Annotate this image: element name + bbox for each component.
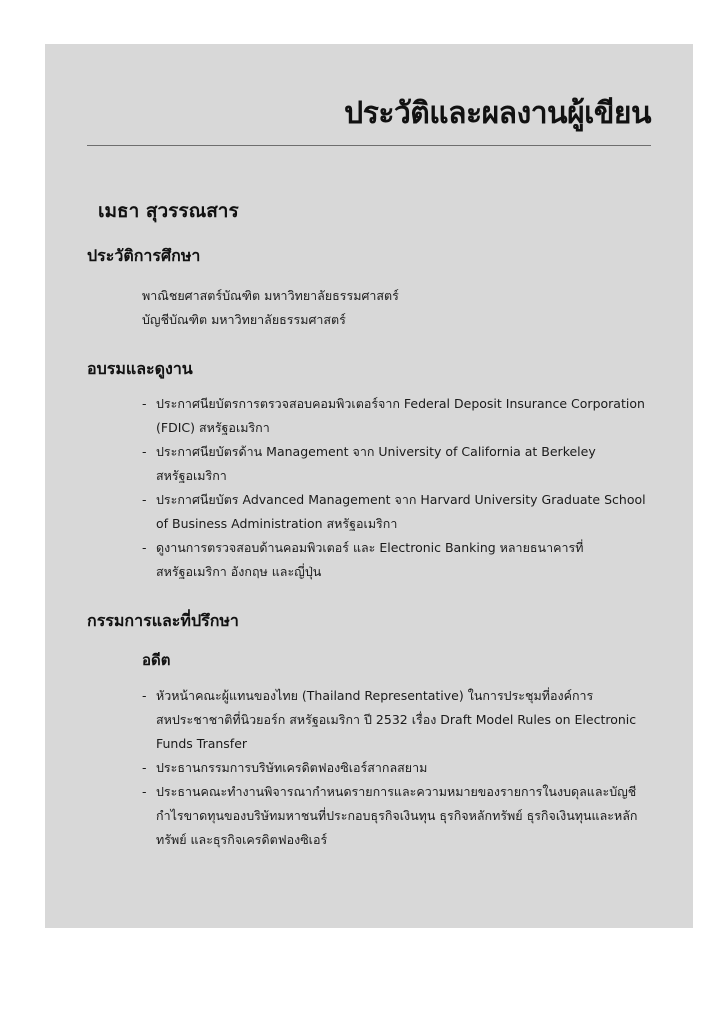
bullet-dash [142,488,147,512]
past-heading: อดีต [142,651,171,669]
training-item-text: ประกาศนียบัตร Advanced Management จาก Harvard University Graduate School of Business Administration สหรัฐอเมริกา [156,492,646,531]
author-name: เมธา สุวรรณสาร [98,200,239,222]
past-item [142,780,651,852]
past-item-text: ประธานคณะทำงานพิจารณากำหนดรายการและความหมายของรายการในงบดุลและบัญชีกำไรขาดทุนของบริษัทมหาชนที่ประกอบธุรกิจเงินทุน ธุรกิจหลักทรัพย์ ธุรกิจเงินทุนและหลักทรัพย์ และธุรกิจเครดิตฟองซิเอร์ [156,784,638,847]
bullet-dash [142,756,147,780]
past-list [142,684,651,852]
bullet-dash [142,780,147,804]
past-item [142,684,651,756]
training-item [142,440,651,488]
training-heading: อบรมและดูงาน [87,359,193,378]
title-divider [87,145,651,146]
bullet-dash [142,392,147,416]
training-item [142,488,651,536]
past-item-text: หัวหน้าคณะผู้แทนของไทย (Thailand Representative) ในการประชุมที่องค์การสหประชาชาติที่นิวยอร์ก สหรัฐอเมริกา ปี 2532 เรื่อง Draft Model Rules on Electronic Funds Transfer [156,688,637,751]
bullet-dash [142,440,147,464]
training-item [142,536,651,584]
bullet-dash [142,684,147,708]
education-item: พาณิชยศาสตร์บัณฑิต มหาวิทยาลัยธรรมศาสตร์ [142,288,399,303]
document-page [45,44,693,928]
education-heading: ประวัติการศึกษา [87,246,201,265]
training-list [142,392,651,584]
past-item [142,756,651,780]
training-item-text: ประกาศนียบัตรด้าน Management จาก University of California at Berkeley สหรัฐอเมริกา [156,444,596,483]
training-item-text: ประกาศนียบัตรการตรวจสอบคอมพิวเตอร์จาก Federal Deposit Insurance Corporation (FDIC) สหรัฐอเมริกา [156,396,645,435]
committees-heading: กรรมการและที่ปรึกษา [87,611,239,630]
training-item [142,392,651,440]
bullet-dash [142,536,147,560]
page-title: ประวัติและผลงานผู้เขียน [344,96,651,131]
training-item-text: ดูงานการตรวจสอบด้านคอมพิวเตอร์ และ Electronic Banking หลายธนาคารที่สหรัฐอเมริกา อังกฤษ และญี่ปุ่น [156,540,584,579]
education-list [142,284,399,332]
past-item-text: ประธานกรรมการบริษัทเครดิตฟองซิเอร์สากลสยาม [156,760,428,775]
education-item: บัญชีบัณฑิต มหาวิทยาลัยธรรมศาสตร์ [142,312,346,327]
